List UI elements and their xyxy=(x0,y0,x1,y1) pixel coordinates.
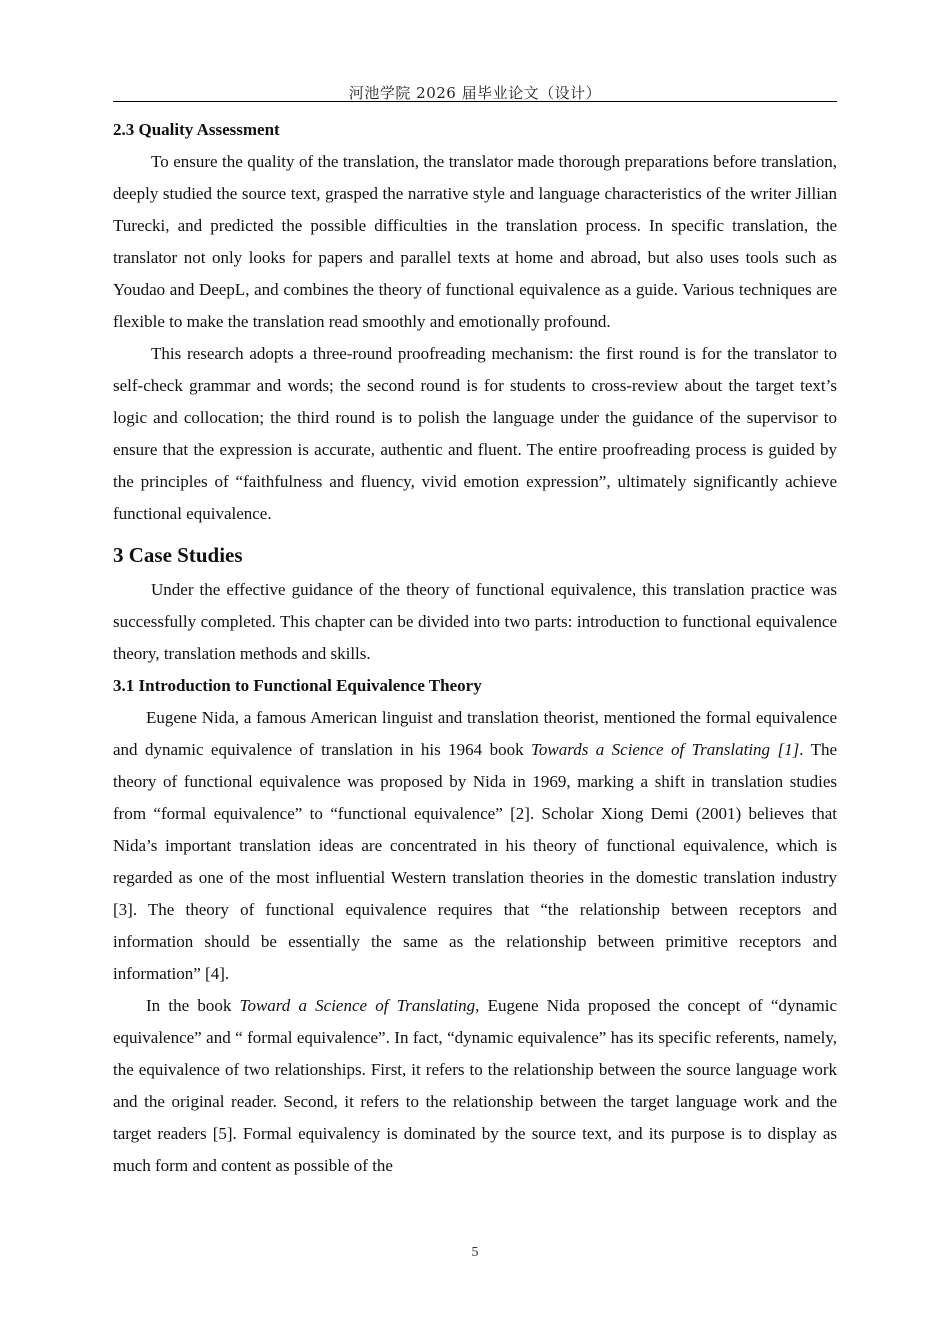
header-rule xyxy=(113,101,837,102)
paragraph-text: Eugene Nida, a famous American linguist and translation theorist, mentioned the formal equivalence and dynamic equivalence of translation in his 1964 book xyxy=(113,708,837,759)
section-heading-3-1: 3.1 Introduction to Functional Equivalence Theory xyxy=(113,676,482,695)
page-number: 5 xyxy=(471,1245,479,1260)
paragraph-2-3-2: This research adopts a three-round proofreading mechanism: the first round is for the translator to self-check grammar and words; the second round is for students to cross-review about the target text’s logic and collocation; the third round is to polish the language under the guidance of the supervisor to ensure that the expression is accurate, authentic and fluent. The entire proofreading process is guided by the principles of “faithfulness and fluency, vivid emotion expression”, ultimately significantly achieve functional equivalence. xyxy=(113,344,837,523)
paragraph-3-1-2 xyxy=(113,990,837,1182)
section-heading-2-3: 2.3 Quality Assessment xyxy=(113,120,280,139)
book-title: Towards a Science of Translating [1] xyxy=(531,740,800,759)
paragraph-3-1: Under the effective guidance of the theory of functional equivalence, this translation practice was successfully completed. This chapter can be divided into two parts: introduction to functional equivalence theory, translation methods and skills. xyxy=(113,580,837,663)
paragraph-text: , Eugene Nida proposed the concept of “dynamic equivalence” and “ formal equivalence”. In fact, “dynamic equivalence” has its specific referents, namely, the equivalence of two relationships. First, it refers to the relationship between the source language work and the original reader. Second, it refers to the relationship between the target language work and the target readers [5]. Formal equivalency is dominated by the source text, and its purpose is to display as much form and content as possible of the xyxy=(113,996,838,1175)
paragraph-text: In the book xyxy=(146,996,240,1015)
paragraph-3-1-1 xyxy=(113,702,837,990)
page-content xyxy=(113,114,837,1182)
section-heading-3: 3 Case Studies xyxy=(113,543,243,567)
paragraph-2-3-1: To ensure the quality of the translation, the translator made thorough preparations before translation, deeply studied the source text, grasped the narrative style and language characteristics of the writer Jillian Turecki, and predicted the possible difficulties in the translation process. In specific translation, the translator not only looks for papers and parallel texts at home and abroad, but also uses tools such as Youdao and DeepL, and combines the theory of functional equivalence as a guide. Various techniques are flexible to make the translation read smoothly and emotionally profound. xyxy=(113,152,837,331)
paragraph-text: . The theory of functional equivalence was proposed by Nida in 1969, marking a shift in translation studies from “formal equivalence” to “functional equivalence” [2]. Scholar Xiong Demi (2001) believes that Nida’s important translation ideas are concentrated in his theory of functional equivalence, which is regarded as one of the most influential Western translation theories in the domestic translation industry [3]. The theory of functional equivalence requires that “the relationship between receptors and information should be essentially the same as the relationship between primitive receptors and information” [4]. xyxy=(113,740,837,983)
running-header: 河池学院 2026 届毕业论文（设计） xyxy=(348,84,602,102)
book-title: Toward a Science of Translating xyxy=(239,996,476,1015)
